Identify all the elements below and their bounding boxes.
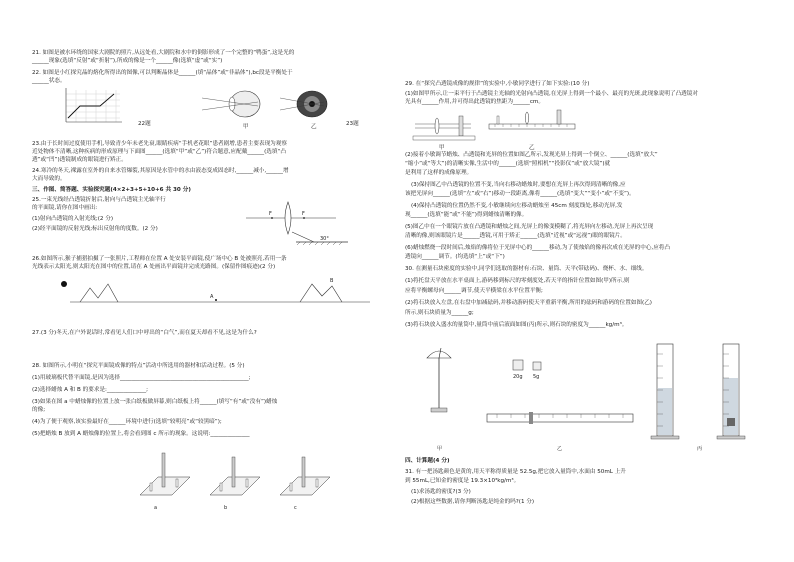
q25-part1: (1)射向凸透镜的入射光线;(2 分): [32, 216, 114, 222]
q28-part2: (2)选择蜡烛 A 和 B 的要求是:______________;: [32, 387, 148, 393]
fig-a-label: a: [154, 505, 158, 511]
q29-part2-end: 是利用了这样的成像原理。: [405, 170, 473, 176]
q29-text: 29. 在“探究凸透镜成像的规律”的实验中,小敏同学进行了如下实验:(10 分): [405, 81, 590, 87]
fig-jia-label: 甲: [437, 446, 443, 452]
q30-part3: (3)将石块放入盛水的量筒中,量筒中前后液面如图(丙)所示,则石块的密度为______kg/m³。: [405, 322, 628, 328]
mirror-experiment-figures: [132, 443, 352, 513]
fig-yi-label: 乙: [557, 446, 563, 452]
balance-pointer: [427, 348, 451, 412]
q31-text: 31. 有一把汤匙颜色是黄的,用天平称得质量是 52.5g,把它放入量筒中,水面由 50mL 上升: [405, 469, 626, 475]
q29-part6-cont: 透镜向______调节。(均选填“上”或“下”): [405, 254, 505, 260]
q29-part5-cont: 清晰的像,则该眼镜片是______透镜,可用于矫正______(选填“近视”或“远视”)眼的眼镜片。: [405, 233, 626, 239]
eye-b-label: 乙: [311, 124, 317, 130]
q29-part2-cont: “缩小”或“等大”)的清晰实像,生活中的______(选填“照相机”“投影仪”或“放大镜”)就: [405, 161, 611, 167]
bench-yi-label: 乙: [529, 145, 535, 151]
q28-part1: (1)用玻璃板代替平面镜,是因为选择______________________________________________;: [32, 375, 251, 381]
eye-a-label: 甲: [243, 124, 249, 130]
fig22-label: 22题: [138, 121, 151, 127]
q29-part5: (5)图乙中在一个眼镜片放在凸透镜和蜡烛之间,光屏上的像变模糊了,将光屏向左移动,光屏上再次呈现: [405, 224, 654, 230]
section4-heading: 四、计算题(4 分): [405, 458, 450, 464]
q27-text: 27.(3 分)冬天,在户外说话时,常看见人们口中呼出的“白气”,而在夏天却看不见,这是为什么?: [32, 330, 257, 336]
point-b-label: B: [330, 278, 334, 284]
q22-text: 22. 如图是小红探究晶的熔化所得出的图像,可以判断晶体是______(填“晶体”或“非晶体”),bc段是平衡处于: [32, 70, 293, 76]
lens-mirror-diagram: [236, 196, 356, 248]
plaza-diagram: [50, 276, 380, 312]
measuring-cylinder-2: [717, 344, 745, 439]
right-column: [397, 0, 794, 562]
rider-scale: [487, 412, 633, 424]
q30-part2: (2)将石块放入左盘,在右盘中加减砝码,并移动游码使天平重新平衡,所用的砝码和游码的位置如图(乙): [405, 300, 652, 306]
q31-part1: (1)求汤匙的密度?(3 分): [411, 489, 471, 495]
q25-text: 25.一束光线经凸透镜折射后,射向与凸透镜主光轴平行: [32, 197, 166, 203]
section3-heading: 三、作图、简答题、实验探究题(4×2+3+5+10+6 共 30 分): [32, 187, 191, 193]
q29-part2: (2)接着小敏调节蜡烛、凸透镜和光屏的位置如图乙所示,发现光屏上得到一个倒立、______(选填“放大”: [405, 152, 658, 158]
fig-bing-label: 丙: [697, 446, 703, 452]
q31-text-cont: 到 55mL,已知金的密度是 19.3×10³kg/m³。: [405, 478, 520, 484]
q28-part4: (4)为了便于观察,该实验最好在______环境中进行(选填“较明亮”或“较黑暗”);: [32, 419, 222, 425]
q24-text: 24.寒冷的冬天,裸露在室外的自来水管爆裂,其原因是水管中的水由液态变成固态时,______减小,______增: [32, 168, 289, 174]
bench-jia-label: 甲: [439, 145, 445, 151]
q26-text: 26.如图所示,猴子捕猎拍摄了一张照片,工程师在位置 A 处安装平面镜,使广场中心 B 处被照亮,若用一条: [32, 256, 287, 262]
bench-yi: [489, 110, 575, 129]
q25-part2: (2)经平面镜的反射光线;标出反射角的度数。(2 分): [32, 226, 158, 232]
q30-part1-cont: 应将平衡螺母向______调节,使天平横梁在水平位置平衡;: [405, 288, 543, 294]
figure-b: [210, 457, 260, 495]
q23-text-cont: 近处物体不清晰,这种疾病的形成原理与下面图______(选填“甲”或“乙”)符合题意,应配戴______(选填“凸: [32, 149, 286, 155]
q25-text-cont: 的平面镜,请你在图中画出:: [32, 205, 98, 211]
q24-text-cont: 大而导致的。: [32, 176, 66, 182]
figure-a: [140, 453, 190, 495]
q29-part4: (4)保持凸透镜的位置仍然不变,小敏继续向左移动蜡烛至 45cm 刻度线处,移动光屏,发: [411, 203, 623, 209]
q28-part3-cont: 的像;: [32, 407, 46, 413]
fig-c-label: c: [294, 505, 297, 511]
q22-text-cont: ______状态。: [32, 78, 66, 84]
measuring-cylinder-1: [651, 344, 679, 439]
q29-part6: (6)蜡烛燃烧一段时间后,烛焰的像将位于光屏中心的______移动,为了使烛焰的像再次成在光屏的中心,应将凸: [405, 245, 670, 251]
weight-20g-label: 20g: [513, 374, 523, 380]
q23-text-end: 透”或“凹”)透镜制成的眼镜进行矫正。: [32, 157, 127, 163]
q30-part1: (1)将托盘天平放在水平桌面上,游码移到标尺的零刻度处,若天平的指针位置如图(甲)所示,则: [405, 278, 630, 284]
q28-part3: (3)如果在图 a 中蜡烛像的位置上放一张白纸板做屏幕,则白纸板上将______(填写“有”或“没有”)蜡烛: [32, 399, 278, 405]
q30-part2-cont: 所示,则石块质量为______g;: [405, 310, 474, 316]
q29-part3-cont: 该把光屏向______(选填“左”或“右”)移动一段距离,像将______(选填“变大”“变小”或“不变”)。: [405, 191, 635, 197]
eye-diagram-a: [202, 91, 260, 117]
fig23-label: 23题: [346, 121, 359, 127]
q28-text: 28. 如图所示,小明在“探究平面镜成像的特点”活动中所选用的器材和活动过程。(5 分): [32, 363, 245, 369]
focal-point-label-left: F: [269, 211, 272, 217]
weight-5g-label: 5g: [533, 374, 540, 380]
q26-text-cont: 光线表示太阳光,则太阳光在图中的位置,请在 A 处画出平面镜并完成光路图。(保留作图痕迹)(2 分): [32, 264, 276, 270]
eye-diagram-b: [280, 91, 327, 117]
angle-label: 30°: [320, 236, 329, 242]
focal-point-label-right: F: [302, 211, 305, 217]
density-apparatus-figures: [417, 338, 787, 454]
fig-b-label: b: [224, 505, 228, 511]
q23-text: 23.由于长时间过度使用手机,导致青少年未老先衰,眼睛疾病“手机老花眼”患者剧增,患者主要表现为观察: [32, 141, 287, 147]
bench-jia: [413, 116, 475, 140]
weights-20g-5g: [513, 360, 541, 380]
q29-part3: (3)保持图乙中凸透镜的位置不变,当向右移动蜡烛时,要想在光屏上再次得到清晰的像,应: [411, 182, 626, 188]
melting-graph: [62, 88, 122, 126]
q21-text-cont: ______现象(选填“反射”或“折射”),所成的像是一个______像(选填“虚”或“实”): [32, 58, 223, 64]
q29-part4-cont: 现______(选填“能”或“不能”)得到蜡烛清晰的像。: [405, 212, 528, 218]
q30-text: 30. 在测量石块密度的实验中,同学们选取的器材有:石块、量筒、天平(带砝码)、烧杯、水、细线。: [405, 266, 648, 272]
point-a-label: A: [210, 294, 214, 300]
eye-diagrams: [200, 88, 350, 124]
optical-bench-diagrams: [411, 110, 581, 150]
q28-part5: (5)把蜡烛 B 放到 A 蜡烛像的位置上,将会看到图 c 所示的现象。这说明:______________: [32, 431, 250, 437]
q31-part2: (2)根据这些数据,请你判断汤匙是纯金的吗?(1 分): [411, 499, 535, 505]
q21-text: 21. 如图是被水环绕的国家大剧院的照片,从远处看,大剧院和水中的倒影形成了一个完整的“鸭蛋”,这是光的: [32, 50, 295, 56]
q29-part1-cont: 光具有______作用,并可得出此透镜的焦距为______cm。: [405, 99, 544, 105]
figure-c: [280, 457, 330, 495]
q29-part1: (1)如图甲所示,让一束平行于凸透镜主光轴的光射向凸透镜,在光屏上得到一个最小、最亮的光斑,此现象说明了凸透镜对: [405, 91, 698, 97]
